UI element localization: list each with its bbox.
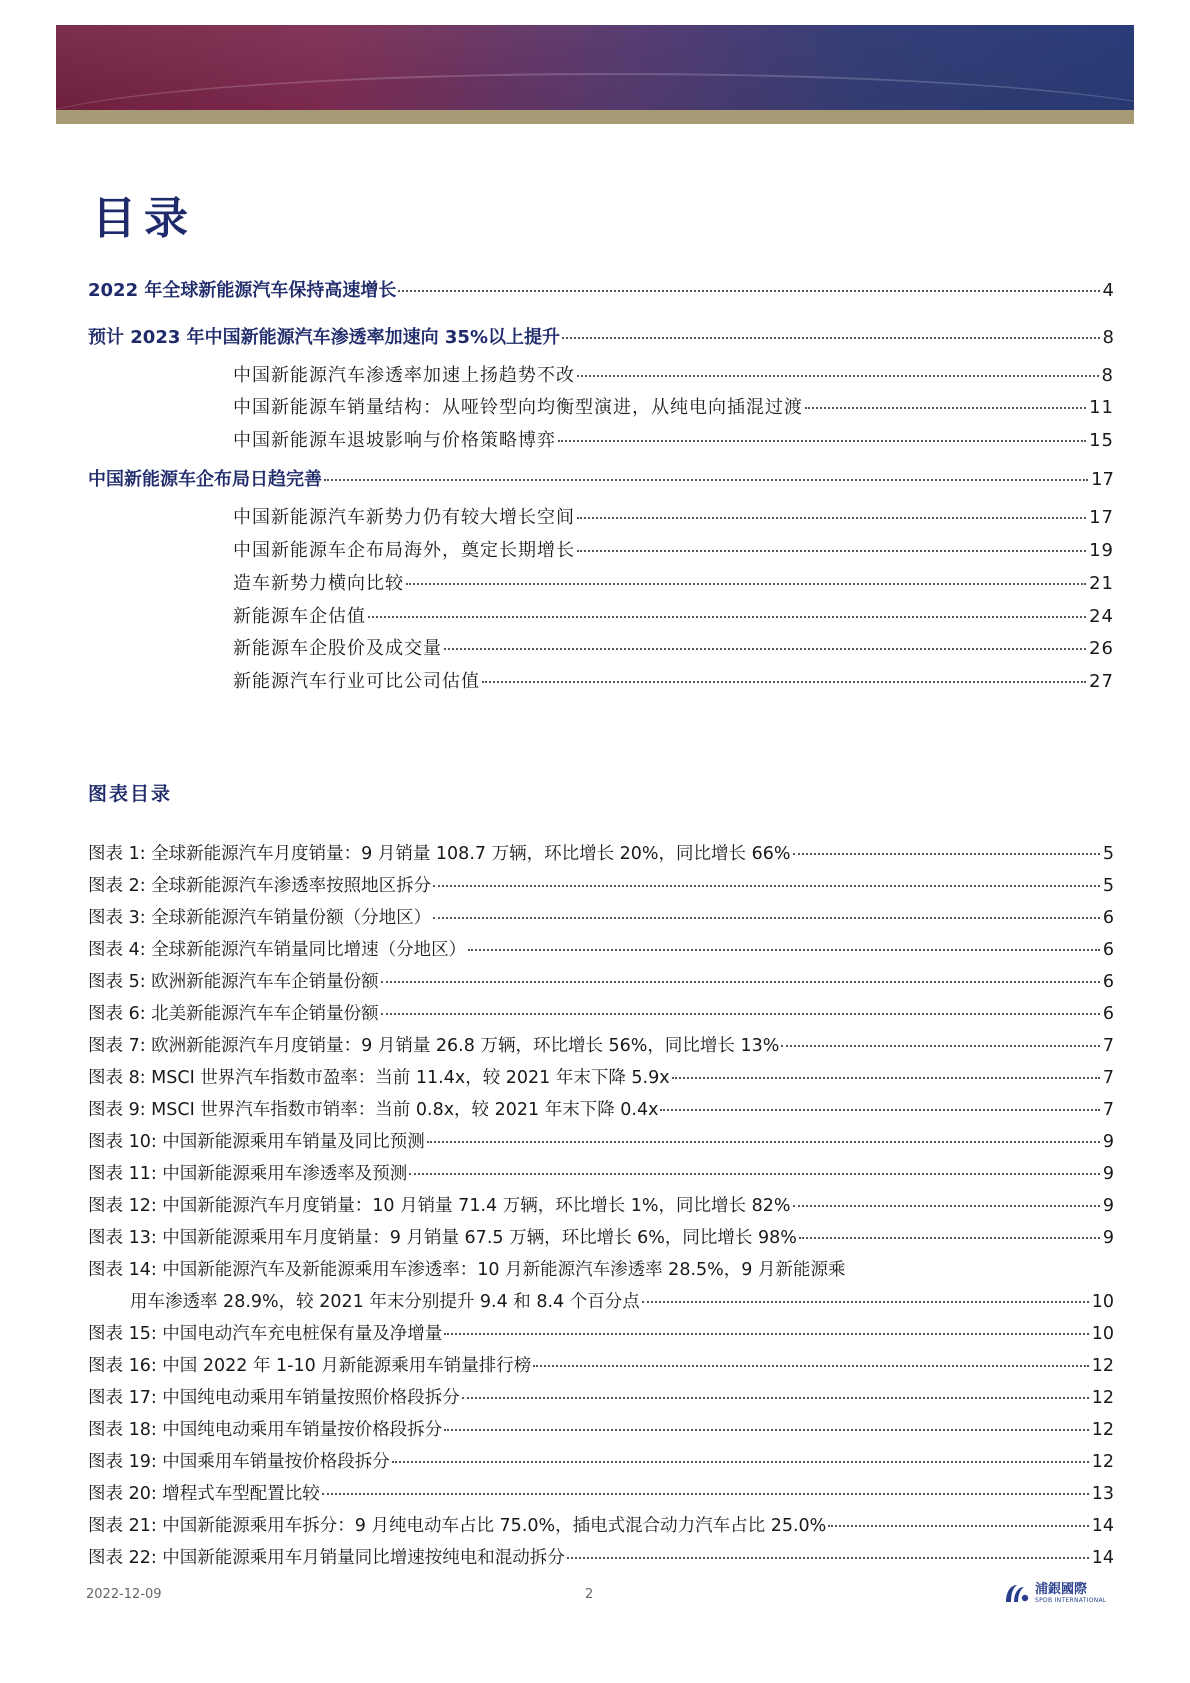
figure-entry[interactable] [88, 1160, 1114, 1185]
figure-entry-text: 图表 15: 中国电动汽车充电桩保有量及净增量 [88, 1324, 443, 1344]
leader-dots [577, 550, 1086, 552]
footer-date: 2022-12-09 [86, 1587, 162, 1602]
figure-entry-page: 14 [1091, 1548, 1114, 1568]
toc-entry-text: 预计 2023 年中国新能源汽车渗透率加速向 35%以上提升 [88, 327, 560, 348]
figure-entry-text: 图表 4: 全球新能源汽车销量同比增速（分地区） [88, 940, 467, 960]
figure-entry-text: 图表 12: 中国新能源汽车月度销量：10 月销量 71.4 万辆，环比增长 1%，同比增长 82% [88, 1196, 791, 1216]
toc-entry[interactable] [88, 323, 1114, 349]
leader-dots [427, 1141, 1100, 1143]
leader-dots [793, 1205, 1100, 1207]
figure-entry-page: 6 [1102, 972, 1114, 992]
figure-entry-page: 6 [1102, 1004, 1114, 1024]
company-logo [1004, 1582, 1107, 1604]
figure-entry-text: 图表 13: 中国新能源乘用车月度销量：9 月销量 67.5 万辆，环比增长 6%，同比增长 98% [88, 1228, 797, 1248]
toc-entry[interactable] [88, 465, 1114, 491]
figure-entry[interactable] [88, 872, 1114, 897]
leader-dots [322, 1493, 1089, 1495]
toc-title: 目录 [92, 193, 196, 244]
figure-entry-text: 图表 9: MSCI 世界汽车指数市销率：当前 0.8x，较 2021 年末下降 0.4x [88, 1100, 659, 1120]
figure-entry[interactable] [88, 1000, 1114, 1025]
leader-dots [462, 1397, 1089, 1399]
figure-entry-page: 12 [1091, 1356, 1114, 1376]
toc-entry-text: 造车新势力横向比较 [233, 573, 404, 594]
toc-entry-text: 中国新能源汽车新势力仍有较大增长空间 [233, 507, 575, 528]
toc-entry-page: 15 [1089, 430, 1114, 451]
figure-entry[interactable] [88, 1192, 1114, 1217]
figure-entry[interactable] [88, 1544, 1114, 1569]
figure-entry[interactable] [88, 904, 1114, 929]
leader-dots [468, 949, 1100, 951]
toc-subentry[interactable] [233, 634, 1114, 660]
leader-dots [398, 290, 1099, 292]
figure-entry[interactable] [88, 1096, 1114, 1121]
figure-entry-text: 图表 10: 中国新能源乘用车销量及同比预测 [88, 1132, 425, 1152]
leader-dots [577, 517, 1086, 519]
figure-entry-page: 9 [1102, 1132, 1114, 1152]
leader-dots [406, 583, 1086, 585]
toc-entry-page: 4 [1102, 280, 1114, 301]
figure-entry[interactable] [88, 1128, 1114, 1153]
toc-subentry[interactable] [233, 426, 1114, 452]
figure-entry-text-continued: 用车渗透率 28.9%，较 2021 年末分别提升 9.4 和 8.4 个百分点 [130, 1292, 640, 1312]
figure-entry[interactable] [88, 1448, 1114, 1473]
toc-entry-page: 24 [1089, 606, 1114, 627]
leader-dots [562, 337, 1100, 339]
toc-entry-text: 中国新能源车退坡影响与价格策略博弈 [233, 430, 556, 451]
figure-entry-page: 6 [1102, 908, 1114, 928]
toc-subentry[interactable] [233, 667, 1114, 693]
toc-subentry[interactable] [233, 503, 1114, 529]
leader-dots [642, 1301, 1089, 1303]
toc-entry-page: 17 [1089, 507, 1114, 528]
figure-entry[interactable] [88, 1320, 1114, 1345]
leader-dots [793, 853, 1100, 855]
toc-entry-page: 17 [1091, 469, 1114, 490]
figure-entry-text: 图表 2: 全球新能源汽车渗透率按照地区拆分 [88, 876, 432, 896]
figure-entry-text: 图表 17: 中国纯电动乘用车销量按照价格段拆分 [88, 1388, 460, 1408]
figure-entry[interactable] [88, 1224, 1114, 1249]
figure-entry-page: 5 [1102, 876, 1114, 896]
logo-subtitle: SPDB INTERNATIONAL [1035, 1596, 1107, 1604]
toc-entry-page: 26 [1089, 638, 1114, 659]
figure-entry-text: 图表 6: 北美新能源汽车车企销量份额 [88, 1004, 379, 1024]
toc-entry-text: 2022 年全球新能源汽车保持高速增长 [88, 280, 397, 301]
figures-title: 图表目录 [88, 783, 173, 805]
figure-entry-text: 图表 11: 中国新能源乘用车渗透率及预测 [88, 1164, 408, 1184]
toc-entry-text: 新能源车企股价及成交量 [233, 638, 442, 659]
header-gold-bar [56, 110, 1134, 124]
figure-entry-text: 图表 1: 全球新能源汽车月度销量：9 月销量 108.7 万辆，环比增长 20%，同比增长 66% [88, 844, 791, 864]
toc-entry-text: 中国新能源汽车渗透率加速上扬趋势不改 [233, 365, 575, 386]
leader-dots [672, 1077, 1100, 1079]
leader-dots [368, 616, 1086, 618]
figure-entry[interactable] [88, 1352, 1114, 1377]
figure-entry-text: 图表 21: 中国新能源乘用车拆分：9 月纯电动车占比 75.0%，插电式混合动力汽车占比 25.0% [88, 1516, 827, 1536]
leader-dots [533, 1365, 1088, 1367]
figure-entry-page: 7 [1102, 1068, 1114, 1088]
figure-entry[interactable] [88, 840, 1114, 865]
toc-entry-page: 19 [1089, 540, 1114, 561]
figure-entry[interactable] [88, 1384, 1114, 1409]
header-banner [56, 25, 1134, 110]
toc-entry-text: 中国新能源车企布局海外，奠定长期增长 [233, 540, 575, 561]
toc-entry-page: 27 [1089, 671, 1114, 692]
figure-entry[interactable] [88, 936, 1114, 961]
leader-dots [444, 1333, 1088, 1335]
leader-dots [558, 440, 1086, 442]
figure-entry-text: 图表 8: MSCI 世界汽车指数市盈率：当前 11.4x，较 2021 年末下降 5.9x [88, 1068, 670, 1088]
figure-entry-text: 图表 3: 全球新能源汽车销量份额（分地区） [88, 908, 432, 928]
leader-dots [409, 1173, 1100, 1175]
figure-entry-text: 图表 7: 欧洲新能源汽车月度销量：9 月销量 26.8 万辆，环比增长 56%，同比增长 13% [88, 1036, 780, 1056]
figure-entry-text: 图表 14: 中国新能源汽车及新能源乘用车渗透率：10 月新能源汽车渗透率 28.5%，9 月新能源乘 [88, 1260, 846, 1280]
leader-dots [433, 885, 1100, 887]
toc-entry-text: 新能源车企估值 [233, 606, 366, 627]
toc-entry-page: 11 [1089, 397, 1114, 418]
figure-entry-text: 图表 20: 增程式车型配置比较 [88, 1484, 320, 1504]
figure-entry[interactable] [88, 1032, 1114, 1057]
toc-subentry[interactable] [233, 393, 1114, 419]
figure-entry-page: 6 [1102, 940, 1114, 960]
toc-entry[interactable] [88, 276, 1114, 302]
leader-dots [392, 1461, 1089, 1463]
logo-name: 浦銀國際 [1035, 1581, 1088, 1597]
figure-entry[interactable] [88, 1512, 1114, 1537]
toc-entry-page: 8 [1102, 327, 1114, 348]
figure-entry-multiline[interactable] [88, 1256, 1114, 1281]
toc-entry-text: 中国新能源车企布局日趋完善 [88, 469, 322, 490]
leader-dots [660, 1109, 1099, 1111]
spdb-logo-icon [1004, 1582, 1030, 1604]
figure-entry[interactable] [88, 1480, 1114, 1505]
figure-entry-page: 12 [1091, 1420, 1114, 1440]
toc-subentry[interactable] [233, 569, 1114, 595]
figure-entry-page: 14 [1091, 1516, 1114, 1536]
figure-entry-text: 图表 16: 中国 2022 年 1-10 月新能源乘用车销量排行榜 [88, 1356, 532, 1376]
leader-dots [381, 1013, 1100, 1015]
toc-subentry[interactable] [233, 602, 1114, 628]
figure-entry-text: 图表 22: 中国新能源乘用车月销量同比增速按纯电和混动拆分 [88, 1548, 565, 1568]
leader-dots [577, 375, 1099, 377]
figure-entry-page: 7 [1102, 1100, 1114, 1120]
figure-entry-text: 图表 18: 中国纯电动乘用车销量按价格段拆分 [88, 1420, 443, 1440]
figure-entry-page: 5 [1102, 844, 1114, 864]
leader-dots [444, 1429, 1088, 1431]
figure-entry-page: 13 [1091, 1484, 1114, 1504]
figure-entry-page: 10 [1091, 1324, 1114, 1344]
leader-dots [381, 981, 1100, 983]
leader-dots [444, 648, 1086, 650]
leader-dots [799, 1237, 1100, 1239]
figure-entry-page: 12 [1091, 1388, 1114, 1408]
figure-entry-continuation[interactable] [130, 1288, 1114, 1313]
figure-entry-page: 10 [1091, 1292, 1114, 1312]
figure-entry-page: 12 [1091, 1452, 1114, 1472]
figure-entry-page: 9 [1102, 1196, 1114, 1216]
figure-entry[interactable] [88, 1064, 1114, 1089]
footer-page-number: 2 [585, 1587, 594, 1602]
figure-entry-page: 7 [1102, 1036, 1114, 1056]
figure-entry-page: 9 [1102, 1164, 1114, 1184]
toc-entry-text: 中国新能源车销量结构：从哑铃型向均衡型演进，从纯电向插混过渡 [233, 397, 803, 418]
figure-entry-page: 9 [1102, 1228, 1114, 1248]
figure-entry-text: 图表 5: 欧洲新能源汽车车企销量份额 [88, 972, 379, 992]
leader-dots [324, 479, 1088, 481]
leader-dots [567, 1557, 1089, 1559]
leader-dots [482, 681, 1086, 683]
toc-entry-text: 新能源汽车行业可比公司估值 [233, 671, 480, 692]
figure-entry[interactable] [88, 968, 1114, 993]
figure-entry-text: 图表 19: 中国乘用车销量按价格段拆分 [88, 1452, 390, 1472]
leader-dots [781, 1045, 1100, 1047]
leader-dots [433, 917, 1100, 919]
figure-entry[interactable] [88, 1416, 1114, 1441]
toc-entry-page: 21 [1089, 573, 1114, 594]
toc-subentry[interactable] [233, 361, 1114, 387]
leader-dots [828, 1525, 1088, 1527]
leader-dots [805, 407, 1086, 409]
toc-entry-page: 8 [1101, 365, 1114, 386]
toc-subentry[interactable] [233, 536, 1114, 562]
